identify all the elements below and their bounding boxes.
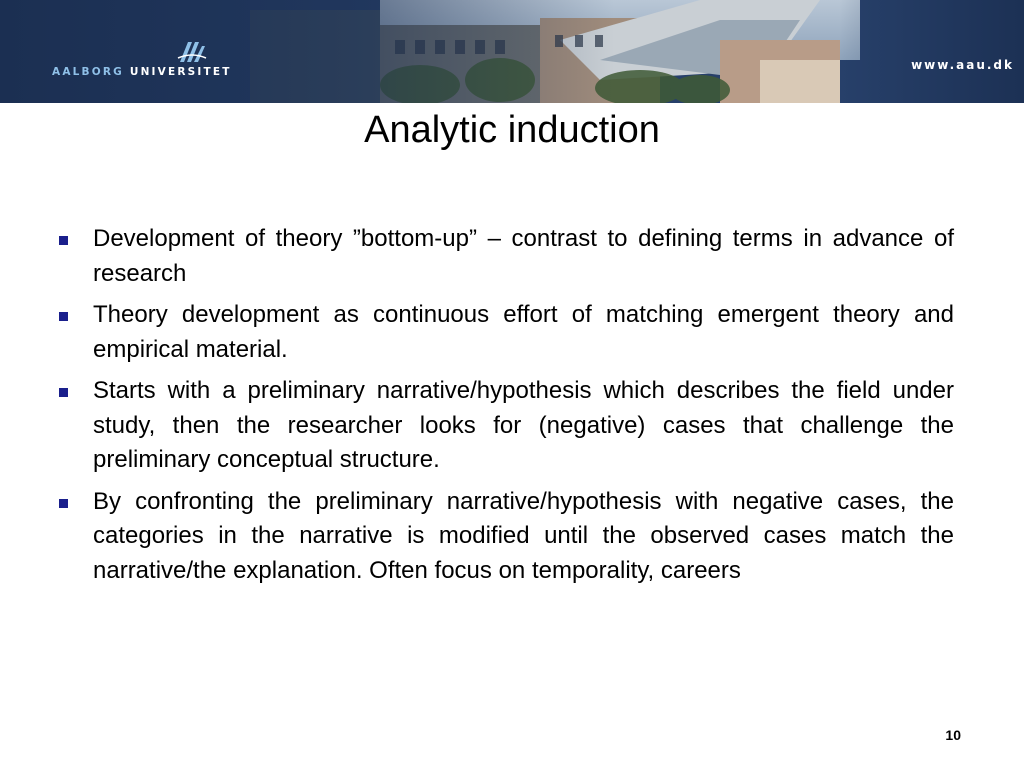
list-item xyxy=(56,222,954,291)
aau-wave-icon xyxy=(172,38,212,64)
logo-word-aalborg: AALBORG xyxy=(52,66,124,78)
list-item xyxy=(56,374,954,478)
square-bullet-icon xyxy=(59,236,68,245)
list-item xyxy=(56,485,954,589)
square-bullet-icon xyxy=(59,499,68,508)
square-bullet-icon xyxy=(59,388,68,397)
bullet-text: Starts with a preliminary narrative/hypothesis which describes the field under study, then the researcher looks for (negative) cases that challenge the preliminary conceptual structure. xyxy=(93,377,954,473)
logo-wordmark xyxy=(52,66,232,78)
logo-word-universitet: UNIVERSITET xyxy=(129,66,232,78)
slide-title: Analytic induction xyxy=(364,109,660,151)
list-item xyxy=(56,298,954,367)
bullet-text: Theory development as continuous effort of matching emergent theory and empirical material. xyxy=(93,301,954,363)
header-banner xyxy=(0,0,1024,103)
square-bullet-icon xyxy=(59,312,68,321)
bullet-text: Development of theory ”bottom-up” – contrast to defining terms in advance of research xyxy=(93,225,954,287)
website-url[interactable]: www.aau.dk xyxy=(911,58,1014,72)
university-logo[interactable] xyxy=(52,38,232,78)
bullet-list xyxy=(56,222,954,595)
bullet-text: By confronting the preliminary narrative/hypothesis with negative cases, the categories in the narrative is modified until the observed cases match the narrative/the explanation. Often focus on temporality, careers xyxy=(93,487,954,584)
page-number: 10 xyxy=(945,727,961,743)
